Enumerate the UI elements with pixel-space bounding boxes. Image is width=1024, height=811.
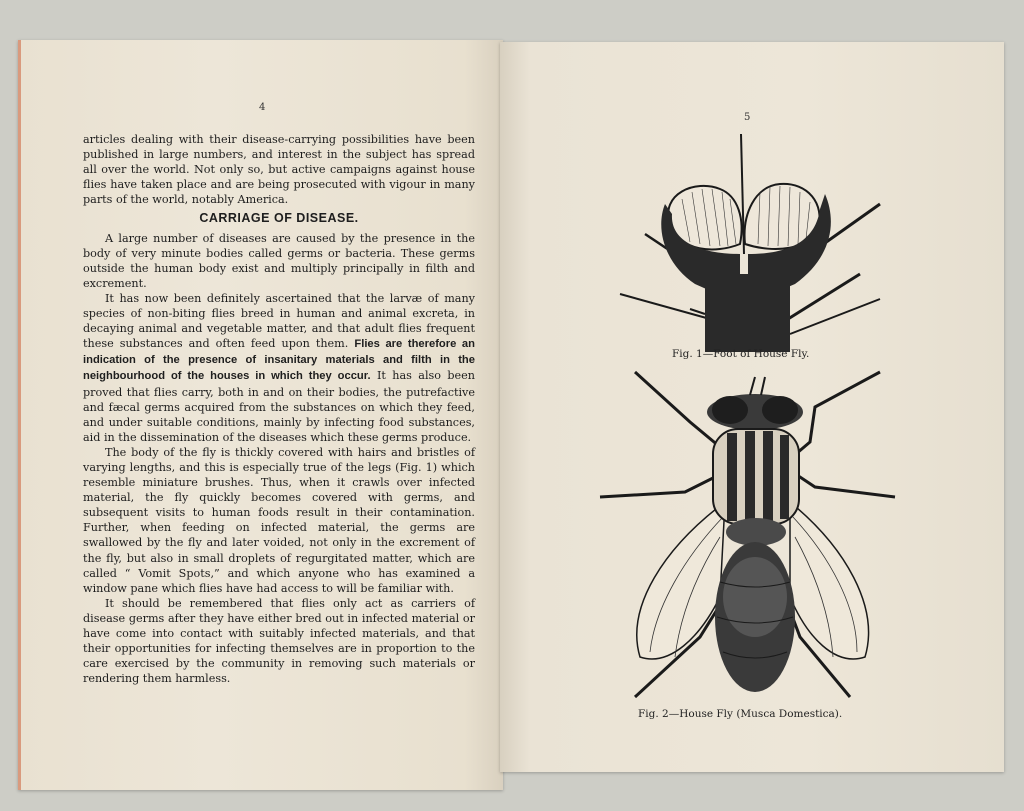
bold-statement: Flies are therefore an indication of the presence of insanitary materials and filth in the neighbourhood of the houses in which they occur. — [83, 338, 475, 383]
body-text — [83, 132, 475, 686]
figure-2-caption: Fig. 2—House Fly (Musca Domestica). — [638, 708, 843, 720]
page-number: 5 — [744, 112, 751, 123]
paragraph — [83, 291, 475, 445]
left-page — [18, 40, 503, 790]
paragraph: It should be remembered that flies only act as carriers of disease germs after they have either bred out in infected material or have come into contact with suitably infected materials, and that their opportunities for infecting themselves are in proportion to the care exercised by the community in removing such materials or rendering them harmless. — [83, 596, 475, 686]
house-fly-illustration — [595, 367, 905, 702]
figure-1-caption: Fig. 1—Foot of House Fly. — [672, 348, 810, 360]
intro-paragraph: articles dealing with their disease-carrying possibilities have been published in large numbers, and interest in the subject has spread all over the world. Not only so, but active campaigns against house flies have taken place and are being prosecuted with vigour in many parts of the world, notably America. — [83, 133, 475, 207]
section-heading: CARRIAGE OF DISEASE. — [199, 211, 359, 226]
paragraph-text: It has also been proved that flies carry, both in and on their bodies, the putrefactive and fæcal germs acquired from the substances on which they feed, and under suitable conditions, mainly by infecting food substances, aid in the dissemination of the diseases which these germs produce. — [83, 369, 475, 444]
paragraph: The body of the fly is thickly covered with hairs and bristles of varying lengths, and this is especially true of the legs (Fig. 1) which resemble miniature brushes. Thus, when it crawls over infected material, the fly quickly becomes covered with germs, and subsequent visits to human foods result in their contamination. Further, when feeding on infected material, the germs are swallowed by the fly and later voided, not only in the excrement of the fly, but also in small droplets of regurgitated matter, which are called “ Vomit Spots,” and which anyone who has examined a window pane which flies have had access to will be familiar with. — [83, 445, 475, 595]
right-page — [500, 42, 1004, 772]
fly-foot-illustration — [610, 134, 890, 354]
page-number: 4 — [259, 102, 266, 113]
paragraph-text: It has now been definitely ascertained that the larvæ of many species of non-biting flies breed in human and animal excreta, in decaying animal and vegetable matter, and that adult flies frequent these substances and often feed upon them. — [83, 291, 475, 351]
paragraph: A large number of diseases are caused by the presence in the body of very minute bodies called germs or bacteria. These germs outside the human body exist and multiply principally in filth and excrement. — [83, 231, 475, 290]
